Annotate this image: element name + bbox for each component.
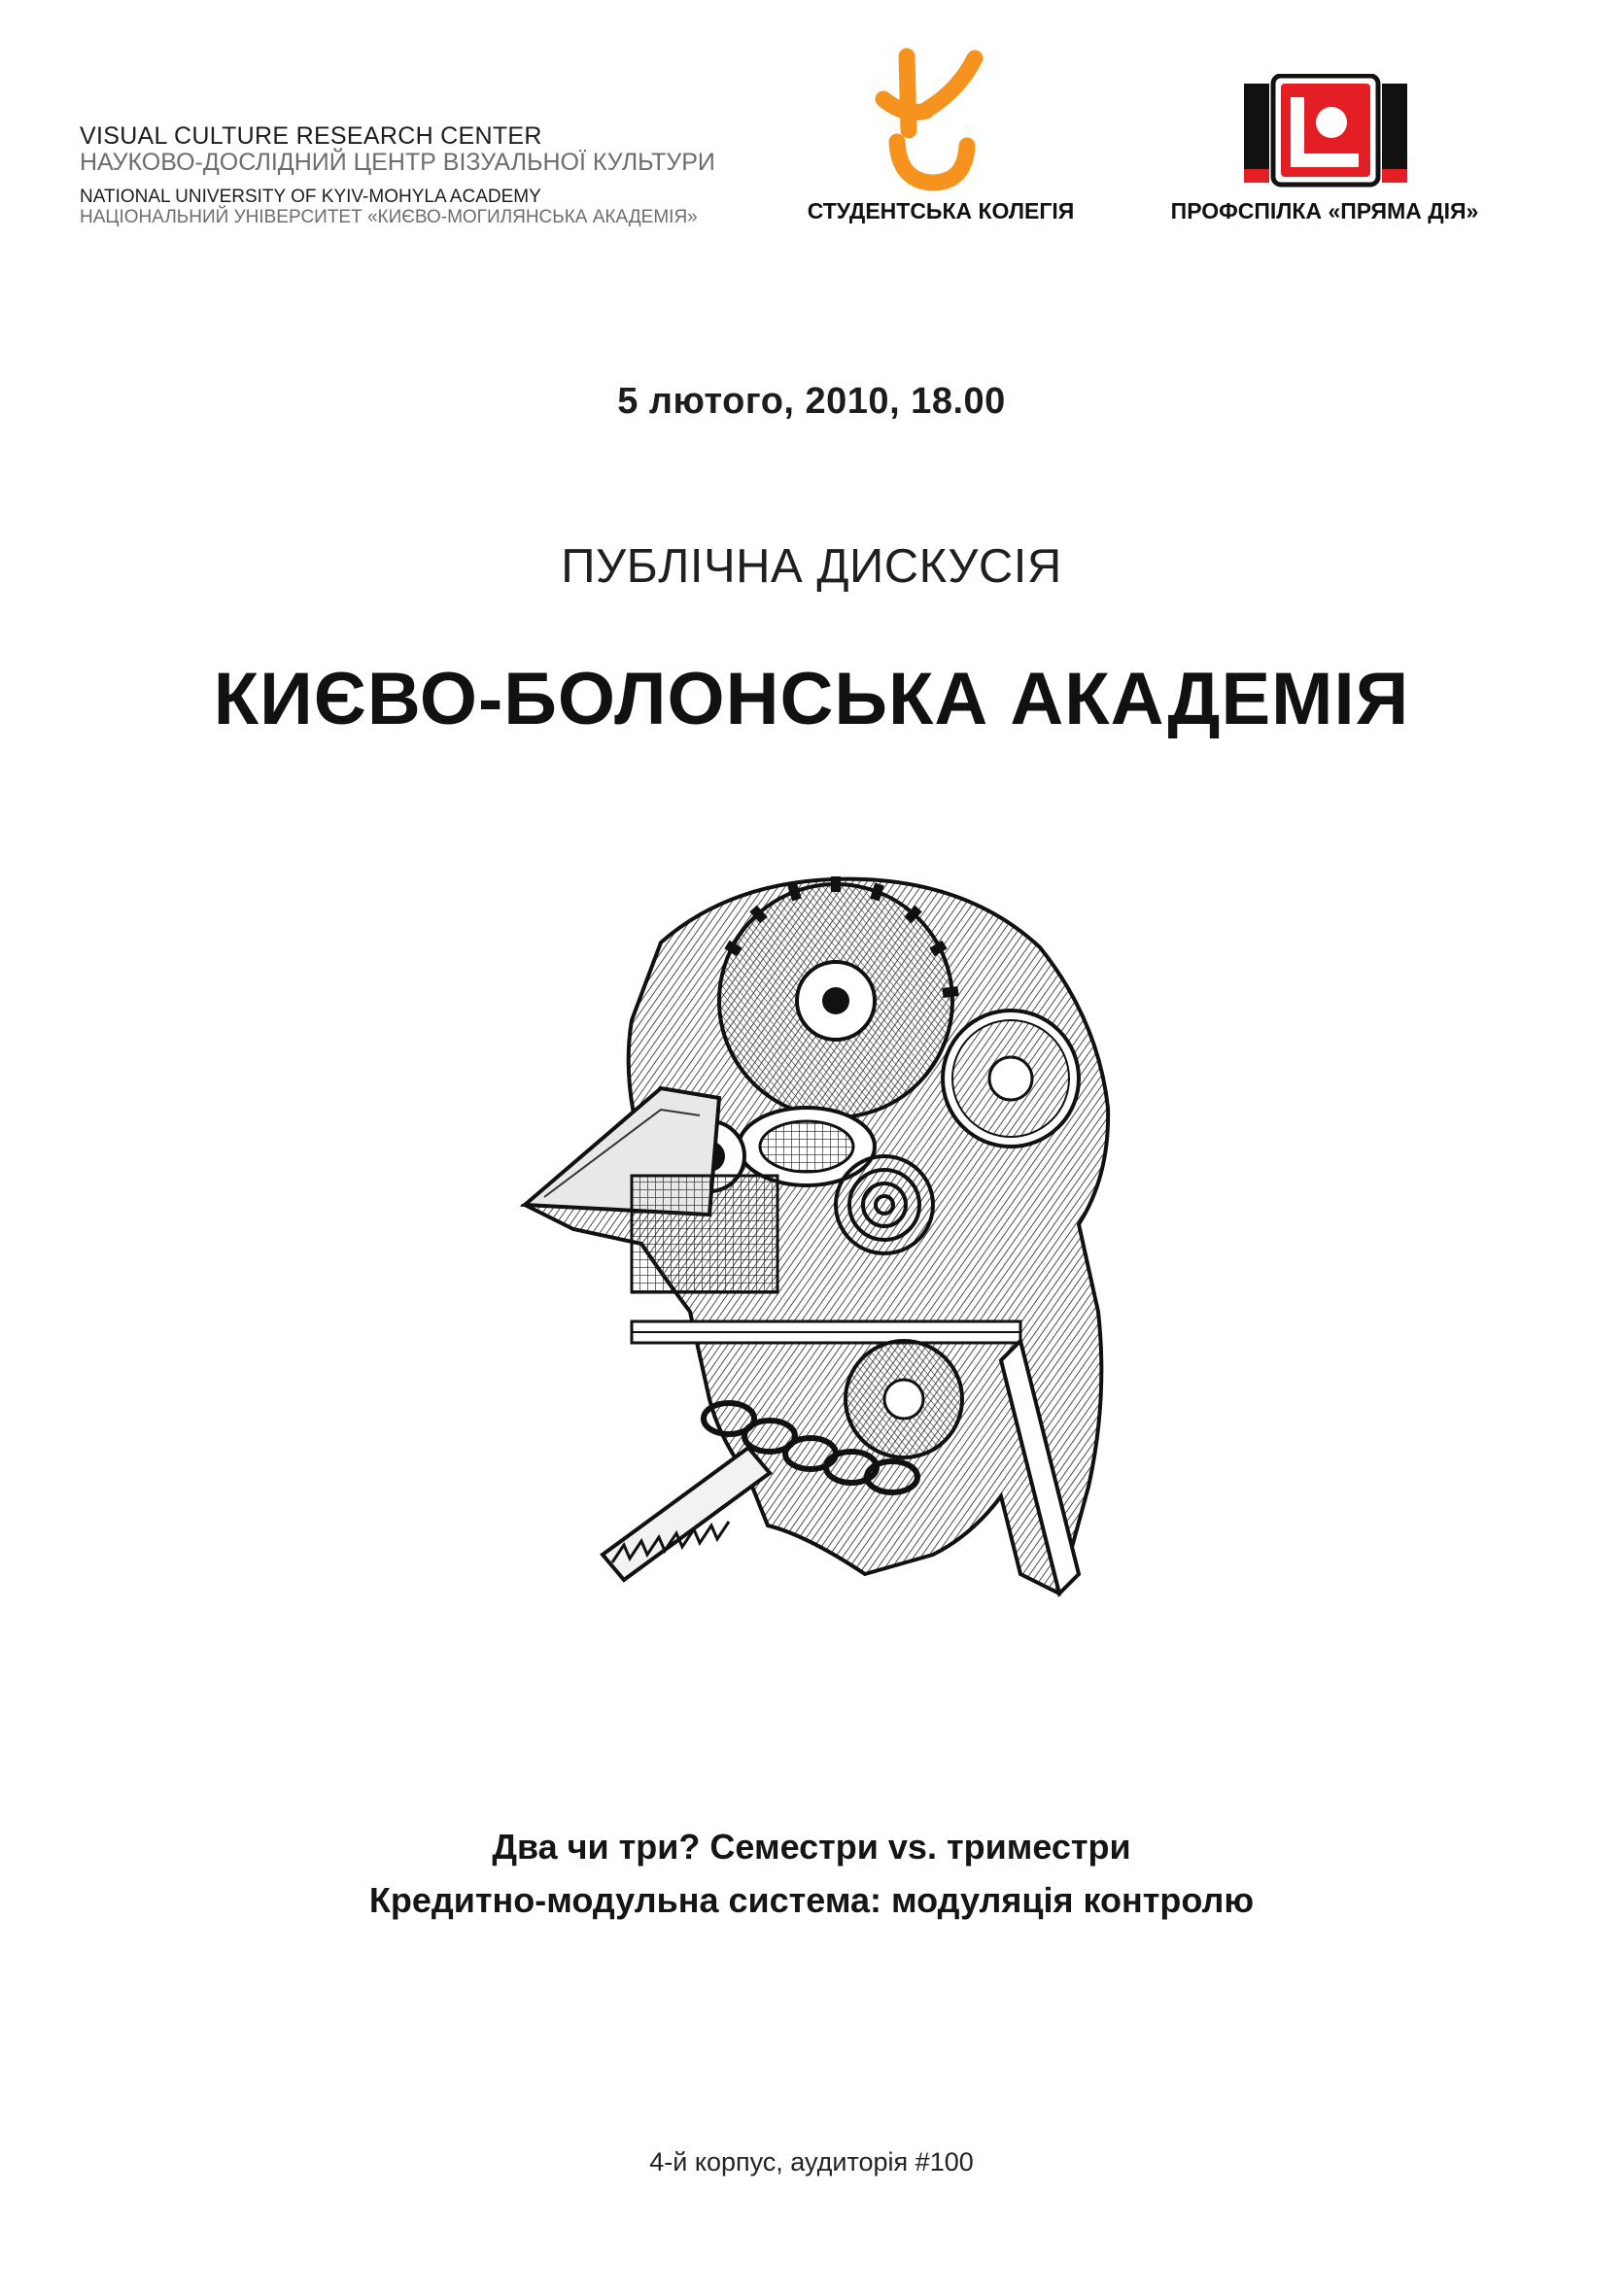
university-name-en: NATIONAL UNIVERSITY OF KYIV-MOHYLA ACADEMY bbox=[80, 187, 541, 207]
union-logo-icon bbox=[1244, 74, 1407, 188]
vcrc-name-ua: НАУКОВО-ДОСЛІДНИЙ ЦЕНТР ВІЗУАЛЬНОЇ КУЛЬТУРИ bbox=[80, 149, 715, 176]
discussion-topic-2: Кредитно-модульна система: модуляція контролю bbox=[368, 1880, 1255, 1920]
discussion-topic-1: Два чи три? Семестри vs. триместри bbox=[492, 1827, 1131, 1867]
vcrc-name-en: VISUAL CULTURE RESEARCH CENTER bbox=[80, 122, 542, 150]
student-college-logo-icon bbox=[870, 45, 996, 200]
vcrc-logo bbox=[80, 124, 760, 226]
event-venue: 4-й корпус, аудиторія #100 bbox=[649, 2147, 974, 2176]
event-kicker: ПУБЛІЧНА ДИСКУСІЯ bbox=[561, 540, 1062, 593]
student-college-label: СТУДЕНТСЬКА КОЛЕГІЯ bbox=[807, 198, 1075, 223]
university-name-ua: НАЦІОНАЛЬНИЙ УНІВЕРСИТЕТ «КИЄВО-МОГИЛЯНСЬКА АКАДЕМІЯ» bbox=[80, 207, 698, 227]
union-label: ПРОФСПІЛКА «ПРЯМА ДІЯ» bbox=[1170, 198, 1479, 223]
event-date: 5 лютого, 2010, 18.00 bbox=[617, 381, 1006, 422]
mechanical-head-icon bbox=[515, 855, 1118, 1691]
event-title: КИЄВО-БОЛОНСЬКА АКАДЕМІЯ bbox=[213, 658, 1410, 740]
